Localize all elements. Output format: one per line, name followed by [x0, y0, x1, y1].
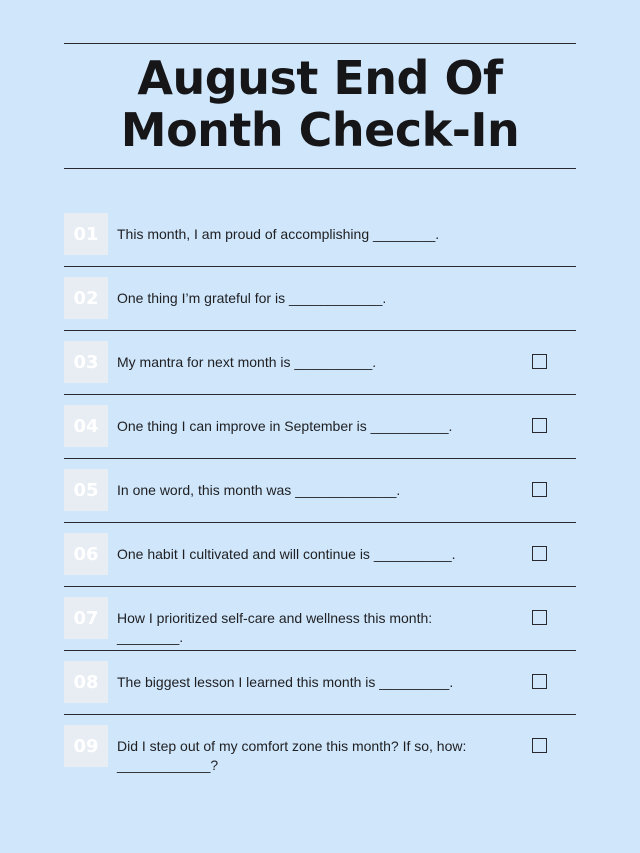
list-item — [64, 459, 576, 523]
title-line-2: Month Check-In — [120, 103, 520, 157]
item-checkbox[interactable] — [532, 546, 547, 561]
list-item — [64, 715, 576, 778]
item-checkbox[interactable] — [532, 418, 547, 433]
top-divider — [64, 43, 576, 44]
item-number: 01 — [64, 213, 108, 255]
item-prompt: This month, I am proud of accomplishing ________. — [117, 226, 440, 242]
item-checkbox[interactable] — [532, 738, 547, 753]
list-item — [64, 395, 576, 459]
item-number: 05 — [64, 469, 108, 511]
item-number: 04 — [64, 405, 108, 447]
prompt-list — [64, 203, 576, 778]
page-title — [64, 52, 576, 156]
item-number: 08 — [64, 661, 108, 703]
list-item — [64, 331, 576, 395]
list-item — [64, 203, 576, 267]
list-item — [64, 651, 576, 715]
item-prompt: One habit I cultivated and will continue is __________. — [117, 546, 456, 562]
item-checkbox[interactable] — [532, 354, 547, 369]
item-prompt: One thing I can improve in September is __________. — [117, 418, 453, 434]
list-item — [64, 587, 576, 651]
item-prompt: The biggest lesson I learned this month is _________. — [117, 674, 454, 690]
item-number: 09 — [64, 725, 108, 767]
item-checkbox[interactable] — [532, 610, 547, 625]
item-number: 02 — [64, 277, 108, 319]
item-checkbox[interactable] — [532, 674, 547, 689]
item-number: 03 — [64, 341, 108, 383]
item-prompt: How I prioritized self-care and wellness this month: ________. — [117, 610, 433, 645]
item-prompt: Did I step out of my comfort zone this month? If so, how: ____________? — [117, 738, 467, 773]
list-item — [64, 523, 576, 587]
item-prompt: One thing I’m grateful for is ____________. — [117, 290, 387, 306]
title-line-1: August End Of — [137, 51, 503, 105]
list-item — [64, 267, 576, 331]
item-prompt: In one word, this month was _____________. — [117, 482, 401, 498]
item-number: 07 — [64, 597, 108, 639]
item-checkbox[interactable] — [532, 482, 547, 497]
item-number: 06 — [64, 533, 108, 575]
item-prompt: My mantra for next month is __________. — [117, 354, 377, 370]
title-bottom-divider — [64, 168, 576, 169]
